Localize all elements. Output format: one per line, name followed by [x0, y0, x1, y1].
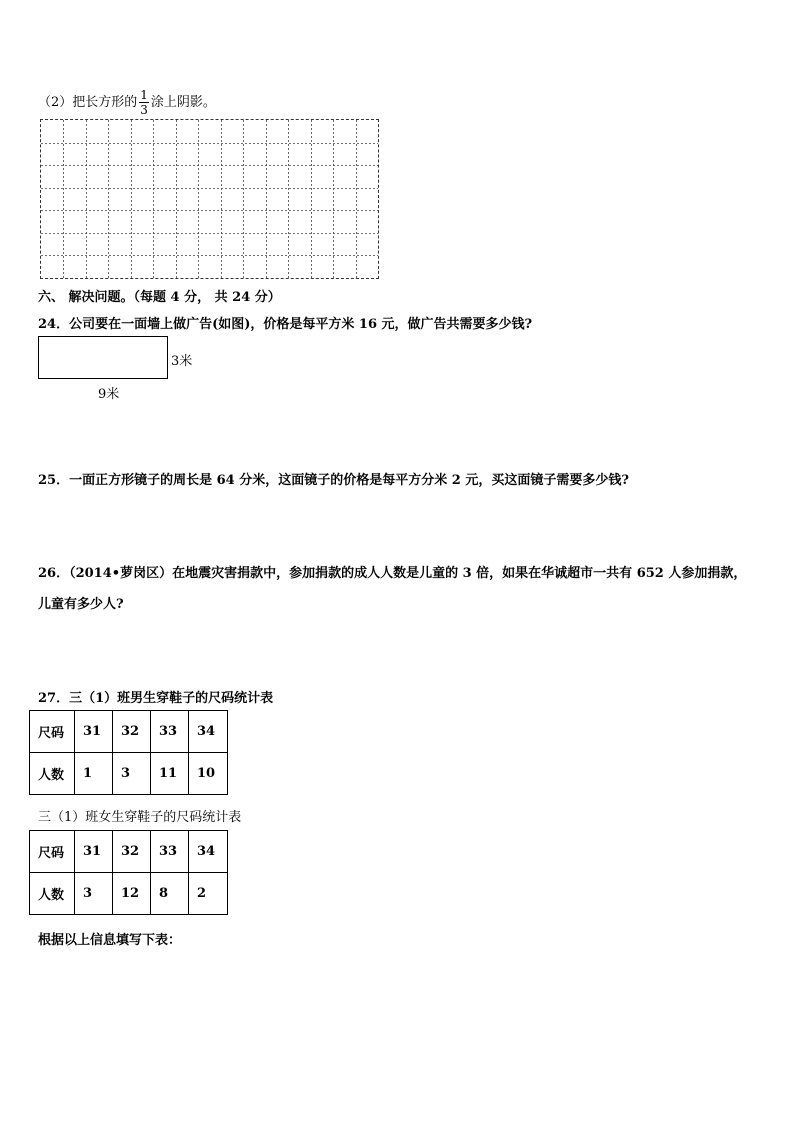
- fraction-denominator: 3: [140, 103, 148, 117]
- table-cell: 人数: [30, 753, 75, 795]
- table-cell: 34: [189, 831, 228, 873]
- table-cell: 33: [151, 711, 189, 753]
- part2-prefix: （2）把长方形的: [38, 95, 138, 110]
- table-cell: 33: [151, 831, 189, 873]
- table-cell: 34: [189, 711, 228, 753]
- table-row: [30, 873, 228, 915]
- question-27-title: 27．三（1）班男生穿鞋子的尺码统计表: [38, 691, 274, 706]
- table-row: [30, 831, 228, 873]
- boys-size-table: [29, 710, 228, 795]
- question-26-line2: 儿童有多少人?: [38, 597, 124, 612]
- table-row: [30, 753, 228, 795]
- table-cell: 3: [75, 873, 113, 915]
- question-26-line1: 26．（2014•萝岗区）在地震灾害捐款中，参加捐款的成人人数是儿童的 3 倍，如果在华诚超市一共有 652 人参加捐款，: [38, 566, 747, 581]
- part2-suffix: 涂上阴影。: [150, 95, 216, 110]
- fraction: [139, 88, 149, 117]
- table-cell: 8: [151, 873, 189, 915]
- section-heading: 六、 解决问题。（每题 4 分， 共 24 分）: [38, 290, 281, 305]
- table-cell: 尺码: [30, 711, 75, 753]
- table-row: [30, 711, 228, 753]
- grid-lines: [41, 120, 380, 280]
- table-cell: 尺码: [30, 831, 75, 873]
- table-cell: 10: [189, 753, 228, 795]
- table-cell: 1: [75, 753, 113, 795]
- table-cell: 3: [113, 753, 151, 795]
- width-label: 9米: [98, 387, 120, 402]
- fraction-numerator: 1: [140, 88, 148, 102]
- table-cell: 32: [113, 711, 151, 753]
- question-25: 25．一面正方形镜子的周长是 64 分米，这面镜子的价格是每平方分米 2 元，买这面镜子需要多少钱?: [38, 473, 629, 488]
- table-cell: 2: [189, 873, 228, 915]
- wall-rectangle: [38, 336, 168, 379]
- table-cell: 31: [75, 831, 113, 873]
- question-part-2: [38, 88, 216, 117]
- table-cell: 32: [113, 831, 151, 873]
- dashed-grid: [40, 119, 379, 279]
- table-cell: 12: [113, 873, 151, 915]
- table-cell: 人数: [30, 873, 75, 915]
- girls-size-table: [29, 830, 228, 915]
- question-24: 24．公司要在一面墙上做广告(如图)，价格是每平方米 16 元，做广告共需要多少钱?: [38, 317, 533, 332]
- table-cell: 11: [151, 753, 189, 795]
- fill-table-instruction: 根据以上信息填写下表：: [38, 933, 182, 948]
- table-cell: 31: [75, 711, 113, 753]
- girls-table-title: 三（1）班女生穿鞋子的尺码统计表: [38, 810, 242, 825]
- height-label: 3米: [171, 354, 193, 369]
